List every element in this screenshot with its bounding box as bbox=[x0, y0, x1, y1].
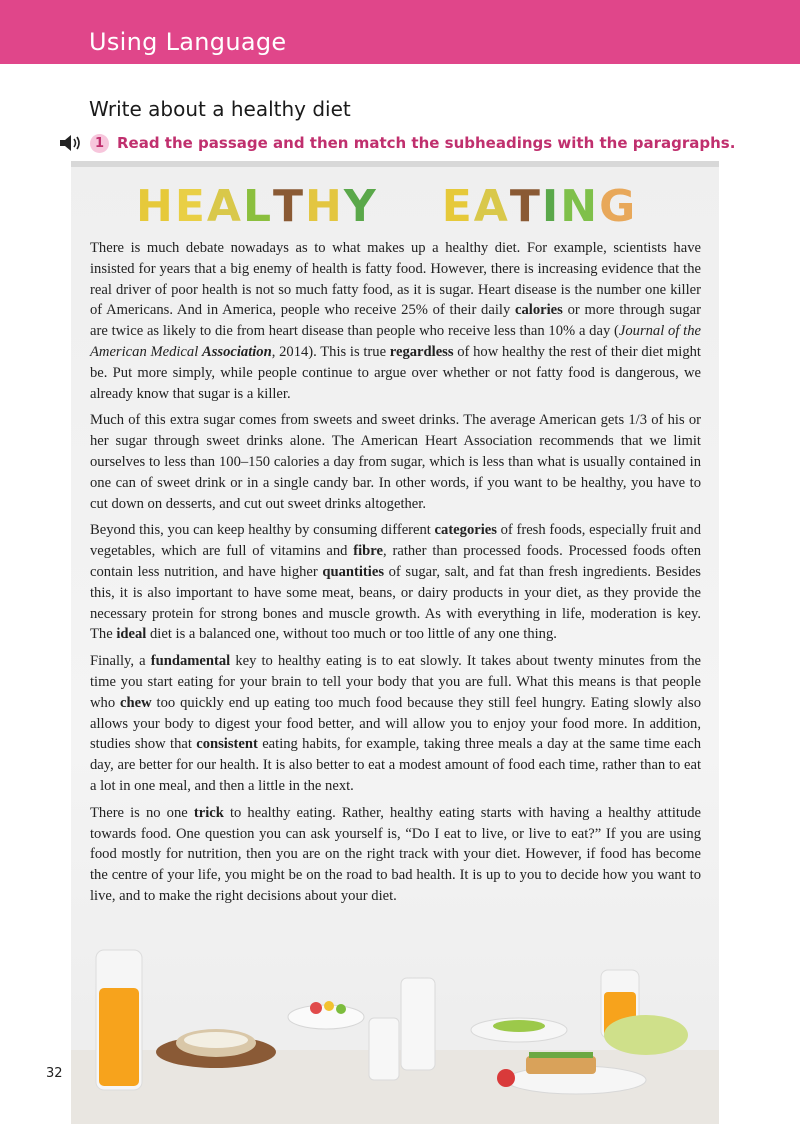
banner-letter: T bbox=[273, 181, 304, 232]
reading-passage bbox=[90, 238, 701, 913]
breakfast-table-photo bbox=[71, 930, 719, 1124]
banner-letter: T bbox=[509, 181, 540, 232]
paragraph-text: to healthy eating. Rather, healthy eating starts with having a healthy attitude towards food. One question you can ask yourself is, “Do I eat to live, or live to eat?” If you are using food mostly for nutrition, then you are on the right track with your diet. However, if food has become the centre of your life, you might be on the road to bad health. It is up to you to decide how you want to live, and to make the right decisions about your diet. bbox=[90, 804, 701, 904]
paragraph-text: or more through sugar are twice as likely to die from heart disease than people who receive less than 10% a day ( bbox=[90, 302, 701, 340]
page-title: Using Language bbox=[89, 28, 287, 56]
vocab-word: fibre bbox=[353, 543, 383, 560]
paragraph-5 bbox=[90, 803, 701, 907]
vocab-word: calories bbox=[515, 302, 563, 319]
speaker-icon[interactable] bbox=[58, 134, 84, 152]
banner-letter: N bbox=[560, 181, 598, 232]
paragraph-text: , 2014). This is true bbox=[271, 343, 390, 360]
vocab-word: consistent bbox=[196, 736, 258, 753]
banner-letter: G bbox=[599, 181, 636, 232]
banner-letter: Y bbox=[343, 181, 376, 232]
paragraph-2: Much of this extra sugar comes from sweets and sweet drinks. The average American gets 1/3 of his or her sugar through sweet drinks alone. The American Heart Association recommends that we limit ourselves to less than 100–150 calories a day from sugar, which is less than what is usually contained in one can of sweet drink or in a single candy bar. In other words, if you want to be healthy, you have to cut down on desserts, and cut out sweet drinks altogether. bbox=[90, 412, 701, 512]
vocab-word: trick bbox=[193, 804, 224, 821]
paragraph-text: eating habits, for example, taking three meals a day at the same time each day, are better for our health. It is also better to eat a modest amount of food each time, rather than to eat a lot in one meal, and then a little in the next. bbox=[90, 736, 701, 794]
vocab-word: categories bbox=[434, 522, 497, 539]
citation-title: Journal of the American Medical bbox=[90, 323, 701, 360]
paragraph-text: of sugar, salt, and fat than fresh ingredients. Besides this, it is also important to have some meat, beans, or dairy products in your diet, as they provide the necessary protein for strong bones and muscle growth. As with everything in life, moderation is key. The bbox=[90, 563, 701, 643]
panel-top-edge bbox=[71, 161, 719, 167]
paragraph-4 bbox=[90, 651, 701, 797]
citation-title: Association bbox=[201, 343, 272, 360]
section-heading: Write about a healthy diet bbox=[89, 97, 351, 121]
banner-letter: H bbox=[136, 181, 173, 232]
task-instruction: Read the passage and then match the subheadings with the paragraphs. bbox=[117, 134, 736, 152]
banner-letter: L bbox=[242, 181, 271, 232]
page-number: 32 bbox=[46, 1066, 63, 1081]
healthy-eating-banner bbox=[136, 182, 664, 232]
task-number: 1 bbox=[90, 134, 109, 153]
paragraph-3 bbox=[90, 520, 701, 645]
paragraph-1 bbox=[90, 238, 701, 404]
paragraph-text: Finally, a bbox=[90, 653, 151, 670]
paragraph-text: diet is a balanced one, without too much or too little of any one thing. bbox=[146, 626, 557, 643]
paragraph-text: Beyond this, you can keep healthy by consuming different bbox=[90, 522, 435, 539]
paragraph-text: too quickly end up eating too much food because they still feel hungry. Eating slowly also allows your body to digest your food better, and will allow you to enjoy your food more. In addition, studies show that bbox=[90, 694, 701, 753]
header-bar bbox=[0, 0, 800, 64]
vocab-word: fundamental bbox=[150, 653, 231, 670]
banner-letter: A bbox=[206, 181, 241, 232]
banner-letter: H bbox=[305, 181, 342, 232]
paragraph-text: There is much debate nowadays as to what makes up a healthy diet. For example, scientists have insisted for years that a big enemy of health is fatty food. However, there is increasing evidence that the real driver of poor health is not so much fatty food, as it is sugar. Heart disease is the number one killer of Americans. And in America, people who receive 25% of their daily bbox=[90, 240, 701, 319]
banner-letter: A bbox=[473, 181, 508, 232]
paragraph-text: , rather than processed foods. Processed foods often contain less nutrition, and have higher bbox=[90, 543, 701, 580]
vocab-word: chew bbox=[120, 694, 152, 711]
paragraph-text: There is no one bbox=[90, 804, 194, 821]
task-row bbox=[58, 132, 735, 154]
vocab-word: ideal bbox=[116, 626, 147, 643]
vocab-word: regardless bbox=[389, 343, 454, 360]
paragraph-text: key to healthy eating is to eat slowly. It takes about twenty minutes from the time you start eating for your brain to tell your body that you are full. What this means is that people who bbox=[90, 653, 701, 711]
banner-letter: I bbox=[541, 181, 559, 232]
banner-letter: E bbox=[174, 181, 205, 232]
paragraph-text: of how healthy the rest of their diet might be. Put more simply, while people continue to argue over whether or not fatty food is dangerous, we already know that sugar is a killer. bbox=[90, 343, 701, 402]
paragraph-text: of fresh foods, especially fruit and vegetables, which are full of vitamins and bbox=[90, 522, 702, 560]
banner-letter: E bbox=[441, 181, 472, 232]
vocab-word: quantities bbox=[322, 563, 385, 580]
